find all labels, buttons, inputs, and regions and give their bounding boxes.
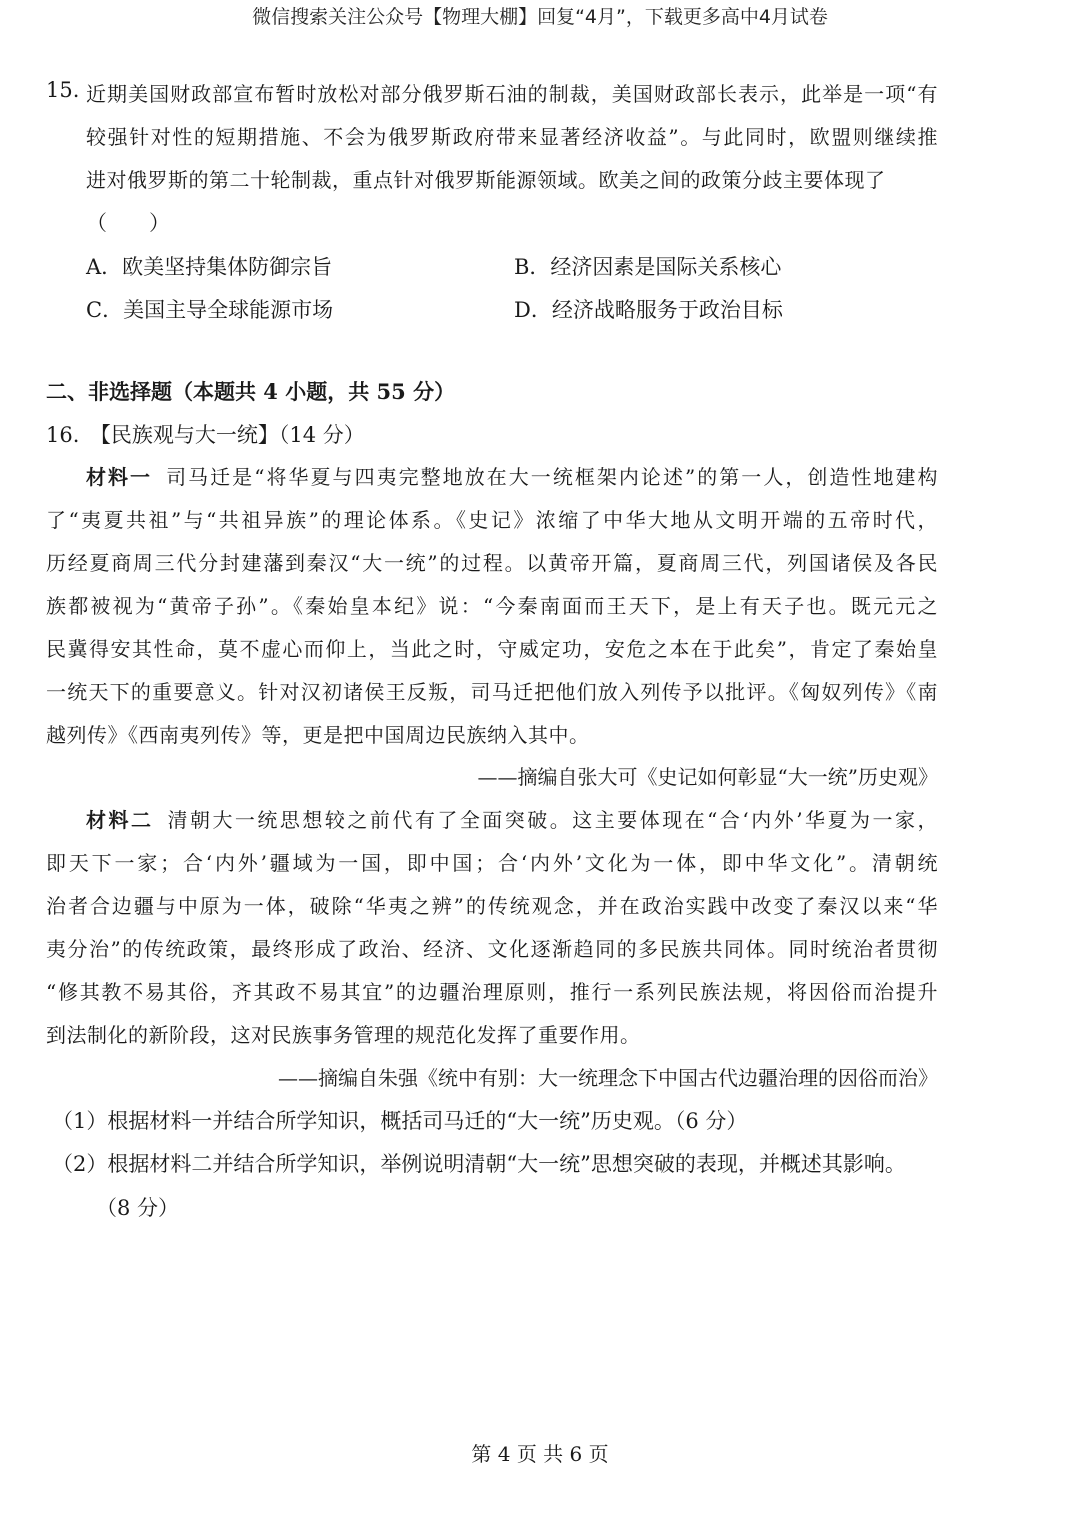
material2-line-1: 材料二 清朝大一统思想较之前代有了全面突破。这主要体现在“合‘内外’华夏为一家，: [86, 808, 938, 832]
q15-option-a: A．欧美坚持集体防御宗旨: [86, 255, 333, 279]
q15-option-b: B．经济因素是国际关系核心: [514, 255, 782, 279]
material1-line-2: 了“夷夏共祖”与“共祖异族”的理论体系。《史记》浓缩了中华大地从文明开端的五帝时代，: [46, 508, 938, 532]
q16-title: 16. 【民族观与大一统】（14 分）: [46, 423, 365, 447]
q15-answer-blank: （ ）: [86, 211, 170, 235]
material2-line-4: 夷分治”的传统政策，最终形成了政治、经济、文化逐渐趋同的多民族共同体。同时统治者贯彻: [46, 937, 938, 961]
q15-number: 15.: [46, 78, 80, 102]
material2-line-2: 即天下一家；合‘内外’疆域为一国，即中国；合‘内外’文化为一体，即中华文化”。清朝统: [46, 851, 938, 875]
q15-line-2: 较强针对性的短期措施、不会为俄罗斯政府带来显著经济收益”。与此同时，欧盟则继续推: [86, 125, 938, 149]
page-header: 微信搜索关注公众号【物理大棚】回复“4月”，下载更多高中4月试卷: [252, 6, 828, 28]
material1-line-4: 族都被视为“黄帝子孙”。《秦始皇本纪》说：“今秦南面而王天下，是上有天子也。既元元之: [46, 594, 938, 618]
material1-line-5: 民冀得安其性命，莫不虚心而仰上，当此之时，守威定功，安危之本在于此矣”，肯定了秦始皇: [46, 637, 938, 661]
q15-line-3: 进对俄罗斯的第二十轮制裁，重点针对俄罗斯能源领域。欧美之间的政策分歧主要体现了: [86, 168, 886, 192]
material2-line-6: 到法制化的新阶段，这对民族事务管理的规范化发挥了重要作用。: [46, 1023, 641, 1047]
material1-line-7: 越列传》《西南夷列传》等，更是把中国周边民族纳入其中。: [46, 723, 590, 747]
section-2-title: 二、非选择题（本题共 4 小题，共 55 分）: [46, 379, 456, 404]
material1-label: 材料一: [86, 465, 153, 489]
material2-line-5: “修其教不易其俗，齐其政不易其宜”的边疆治理原则，推行一系列民族法规，将因俗而治提升: [46, 980, 938, 1004]
q16-sub-question-1: （1）根据材料一并结合所学知识，概括司马迁的“大一统”历史观。（6 分）: [52, 1109, 748, 1133]
material1-source: ——摘编自张大可《史记如何彰显“大一统”历史观》: [477, 765, 938, 789]
q16-sub-question-2: （2）根据材料二并结合所学知识，举例说明清朝“大一统”思想突破的表现，并概述其影响。: [52, 1152, 906, 1176]
q15-line-1: 近期美国财政部宣布暂时放松对部分俄罗斯石油的制裁，美国财政部长表示，此举是一项“有: [86, 82, 938, 106]
material1-line-1: 材料一 司马迁是“将华夏与四夷完整地放在大一统框架内论述”的第一人，创造性地建构: [86, 465, 939, 489]
q16-sub-question-2-points: （8 分）: [96, 1196, 180, 1220]
material1-line-3: 历经夏商周三代分封建藩到秦汉“大一统”的过程。以黄帝开篇，夏商周三代，列国诸侯及各民: [46, 551, 938, 575]
q15-option-d: D．经济战略服务于政治目标: [514, 298, 783, 322]
q15-option-c: C．美国主导全球能源市场: [86, 298, 334, 322]
material2-source: ——摘编自朱强《统中有别：大一统理念下中国古代边疆治理的因俗而治》: [278, 1066, 938, 1090]
material2-line-3: 治者合边疆与中原为一体，破除“华夷之辨”的传统观念，并在政治实践中改变了秦汉以来“华: [46, 894, 938, 918]
material2-label: 材料二: [86, 808, 154, 832]
material1-line-6: 一统天下的重要意义。针对汉初诸侯王反叛，司马迁把他们放入列传予以批评。《匈奴列传》《南: [46, 680, 938, 704]
page-number: 第 4 页 共 6 页: [471, 1442, 609, 1466]
